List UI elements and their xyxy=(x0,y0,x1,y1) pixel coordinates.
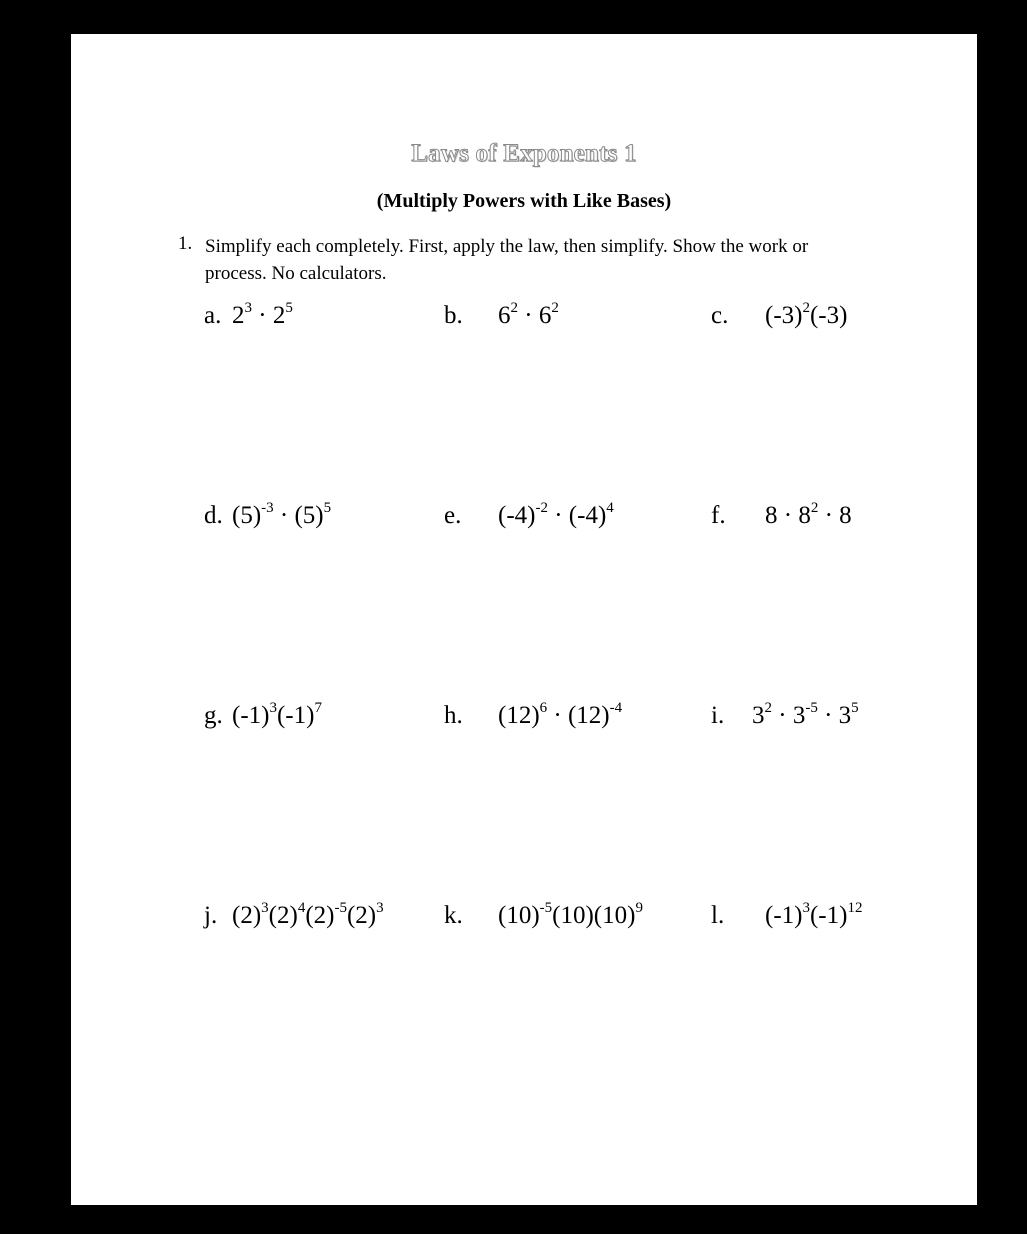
exponent: 9 xyxy=(635,900,643,916)
expression-base: 3 xyxy=(752,702,765,729)
expression-base: (-3) xyxy=(809,302,848,329)
exponent: 2 xyxy=(802,300,810,316)
exponent: 3 xyxy=(269,700,277,716)
exponent: 3 xyxy=(376,900,384,916)
expression-base: (-1) xyxy=(765,902,803,929)
problem-label: j. xyxy=(204,902,218,929)
exponent: 5 xyxy=(323,500,332,516)
exponent: -2 xyxy=(535,500,548,516)
exponent: 4 xyxy=(606,500,614,516)
worksheet-subtitle: (Multiply Powers with Like Bases) xyxy=(376,190,672,212)
exponent: 7 xyxy=(314,700,322,716)
expression-base: (-4) xyxy=(498,502,536,529)
exponent: -3 xyxy=(261,500,274,516)
exponent: 2 xyxy=(510,300,518,316)
expression-base: (10) xyxy=(498,902,540,929)
exponent: 3 xyxy=(244,300,252,316)
expression-base: (12) xyxy=(498,702,540,729)
expression-base: (2) xyxy=(305,902,335,929)
problem-label: h. xyxy=(444,702,463,729)
expression-base: · 6 xyxy=(518,302,552,329)
problem-expression xyxy=(498,302,559,330)
problem-label: d. xyxy=(204,502,223,529)
problem-label: g. xyxy=(204,702,223,729)
problem-label: k. xyxy=(444,902,463,929)
problem-expression xyxy=(752,702,859,730)
expression-base: (2) xyxy=(268,902,298,929)
expression-base: (5) xyxy=(232,502,262,529)
problem-label: l. xyxy=(711,902,725,929)
problem-label: f. xyxy=(711,502,726,529)
expression-base: · 2 xyxy=(252,302,286,329)
exponent: 2 xyxy=(551,300,559,316)
exponent: -4 xyxy=(609,700,623,716)
exponent: 6 xyxy=(539,700,548,716)
exponent: -5 xyxy=(334,900,347,916)
problem-label: b. xyxy=(444,302,463,329)
exponent: 5 xyxy=(851,700,859,716)
expression-base: · (5) xyxy=(273,502,324,529)
problem-label: a. xyxy=(204,302,222,329)
problem-expression xyxy=(765,502,852,530)
exponent: 2 xyxy=(810,500,819,516)
problem-expression xyxy=(765,902,862,930)
expression-base: · (12) xyxy=(547,702,610,729)
problem-expression xyxy=(232,502,331,530)
problem-label: i. xyxy=(711,702,725,729)
expression-base: · (-4) xyxy=(547,502,607,529)
expression-base: 8 · 8 xyxy=(765,502,811,529)
question-number: 1. xyxy=(178,233,193,254)
worksheet-title: Laws of Exponents 1 xyxy=(411,140,637,167)
exponent: 5 xyxy=(285,300,293,316)
expression-base: (10)(10) xyxy=(552,902,636,929)
problem-expression xyxy=(232,902,384,930)
problem-expression xyxy=(498,702,622,730)
problem-expression xyxy=(498,902,643,930)
problem-expression xyxy=(232,702,322,730)
exponent: -5 xyxy=(805,700,818,716)
exponent: 3 xyxy=(802,900,810,916)
expression-base: (-1) xyxy=(276,702,315,729)
expression-base: (-3) xyxy=(765,302,803,329)
exponent: 12 xyxy=(847,900,863,916)
worksheet-page xyxy=(71,34,977,1205)
problem-expression xyxy=(498,502,614,530)
expression-base: · 8 xyxy=(818,502,852,529)
problem-label: c. xyxy=(711,302,729,329)
expression-base: · 3 xyxy=(772,702,806,729)
exponent: -5 xyxy=(539,900,553,916)
expression-base: (2) xyxy=(346,902,377,929)
expression-base: 2 xyxy=(232,302,245,329)
exponent: 2 xyxy=(764,700,772,716)
expression-base: · 3 xyxy=(817,702,852,729)
exponent: 3 xyxy=(261,900,269,916)
expression-base: (2) xyxy=(232,902,262,929)
problem-expression xyxy=(232,302,293,330)
question-instructions: Simplify each completely. First, apply the law, then simplify. Show the work or process. No calculators. xyxy=(205,236,809,284)
expression-base: 6 xyxy=(498,302,511,329)
problem-expression xyxy=(765,302,847,330)
expression-base: (-1) xyxy=(232,702,270,729)
expression-base: (-1) xyxy=(809,902,848,929)
problem-label: e. xyxy=(444,502,462,529)
exponent: 4 xyxy=(297,900,306,916)
